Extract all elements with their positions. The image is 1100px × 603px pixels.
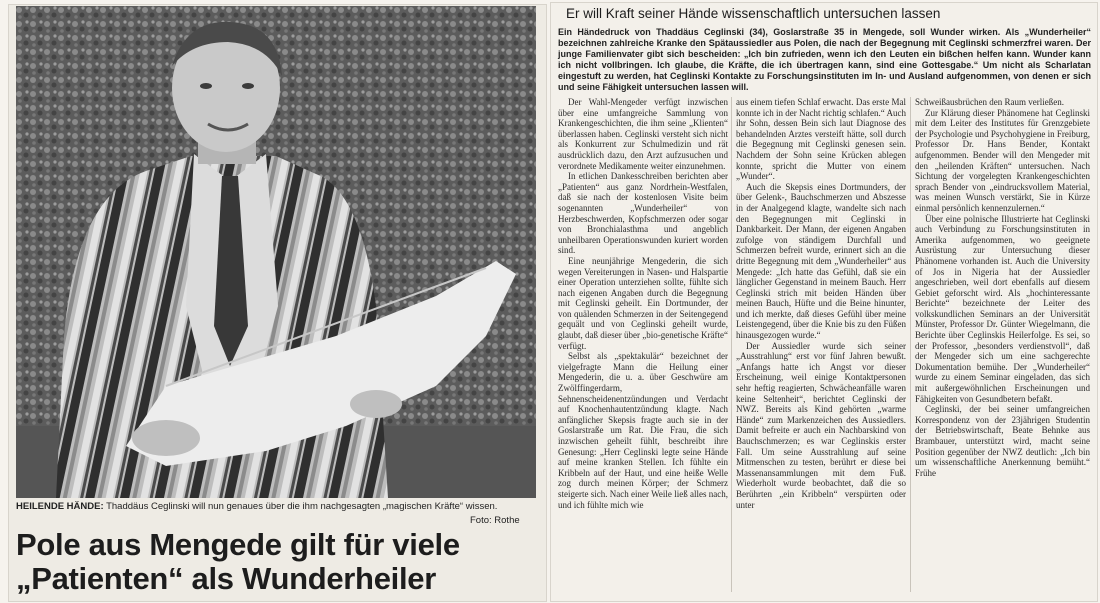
paragraph: Der Wahl-Mengeder verfügt inzwischen über eine umfangreiche Sammlung von Krankengeschichten, die ihm seine „Klienten“ überlassen haben. Ceglinski versteht sich nicht als Konkurrent zur Schulmedizin und rät ausdrücklich dazu, den Arzt aufzusuchen und verordnete Medikamente weiter einzunehmen. bbox=[558, 97, 728, 171]
man-holding-paper-image bbox=[16, 6, 536, 498]
article-subheadline: Er will Kraft seiner Hände wissenschaftlich untersuchen lassen bbox=[566, 6, 941, 21]
headline-line-2: „Patienten“ als Wunderheiler bbox=[16, 561, 436, 596]
paragraph: Der Aussiedler wurde sich seiner „Ausstrahlung“ erst vor fünf Jahren bewußt. „Anfangs hatte ich Angst vor dieser Erscheinung, weil einige Kontaktpersonen sehr heftig reagierten, Schwächeanfälle waren keine Seltenheit“, berichtet Ceglinski der NWZ. Bereits als Kind gehörten „warme Hände“ zum Markenzeichen des Aussiedlers. Damit befreite er auch ein Nachbarskind von Bauchschmerzen; es war Ceglinskis erster Fall. Um seine Ausstrahlung auf seine Mitmenschen zu testen, berührt er diese bei Massenansammlungen mit dem Fuß. Wiederholt wurde beobachtet, daß die so Berührten „ein Kribbeln“ verspürten oder unter bbox=[736, 340, 906, 510]
photo-credit: Foto: Rothe bbox=[470, 515, 520, 526]
article-lead: Ein Händedruck von Thaddäus Ceglinski (34), Goslarstraße 35 in Mengede, soll Wunder wirken. Als „Wunderheiler“ bezeichnen zahlreiche Kranke den Spätaussiedler aus Polen, die nach der Begegnung mit Ceglinski schmerzfrei waren. Der junge Familienvater gibt sich bescheiden: „Ich bin zufrieden, wenn ich den Leuten ein bißchen helfen kann. Wunder kann ich nicht vollbringen. Ich glaube, die Kräfte, die ich übertragen kann, sind eine Gottesgabe.“ Um nicht als Scharlatan eingestuft zu werden, hat Ceglinski Kontakte zu Forschungsinstituten im In- und Ausland aufgenommen, von denen er sich und seine Fähigkeit untersuchen lassen will. bbox=[558, 27, 1091, 92]
article-column-3 bbox=[915, 97, 1090, 595]
paragraph: Selbst als „spektakulär“ bezeichnet der vielgefragte Mann die Heilung einer Mengederin, die u. a. über Geschwüre am Zwölffingerdarm, Sehnenscheidenentzündungen und Verdacht auf Knochenhautentzündung klagte. Nach anfänglicher Skepsis fragte auch sie in der Goslarstraße um Rat. Die Frau, die sich inzwischen geheilt fühlt, beschreibt ihre Genesung: „Herr Ceglinski legte seine Hände auf meine kranken Stellen. Ich fühlte ein Kribbeln auf der Haut, und eine heiße Welle zog durch meinen Körper; der Schmerz steigerte sich. Nach einer Weile ließ alles nach, und ich fühlte mich wie bbox=[558, 351, 728, 510]
paragraph: Zur Klärung dieser Phänomene hat Ceglinski mit dem Leiter des Institutes für Grenzgebiete der Psychologie und Psychohygiene in Freiburg, Professor Dr. Hans Bender, Kontakt aufgenommen. Bender will den Mengeder mit den „heilenden Kräften“ untersuchen. Nach Sichtung der vorgelegten Krankengeschichten sprach Bender von „eindrucksvollem Material, was meinen Wunsch verstärkt, Sie in Kürze einmal persönlich kennenzulernen.“ bbox=[915, 107, 1090, 213]
caption-label: HEILENDE HÄNDE: bbox=[16, 501, 104, 512]
column-divider bbox=[731, 97, 732, 592]
portrait-photo bbox=[16, 6, 536, 498]
paragraph: Auch die Skepsis eines Dortmunders, der über Gelenk-, Bauchschmerzen und Abszesse in der Analgegend klagte, wandelte sich nach den Begegnungen mit Ceglinski in Dankbarkeit. Der Mann, der eigenen Angaben zufolge von ständigem Durchfall und Schmerzen befreit wurde, erinnert sich an die dritte Begegnung mit dem „Wunderheiler“ aus Mengede: „Ich hatte das Gefühl, daß sie ein länglicher Gegenstand in meinem Bauch. Herr Ceglinski strich mit beiden Händen über meinen Bauch, Hüfte und die Beine hinunter, und ich merkte, daß dieses Gefühl über meine Leistengegend, über die Knie bis zu den Füßen hinausgezogen wurde.“ bbox=[736, 181, 906, 341]
column-divider bbox=[910, 97, 911, 592]
paragraph: Ceglinski, der bei seiner umfangreichen Korrespondenz von der 23jährigen Studentin der Betriebswirtschaft, Beate Behnke aus Brambauer, unterstützt wird, macht seine Position gegenüber der NWZ deutlich: „Ich bin um wissenschaftliche Anerkennung bemüht.“ Frühe bbox=[915, 404, 1090, 478]
article-column-1 bbox=[558, 97, 728, 595]
article-column-2 bbox=[736, 97, 906, 595]
paragraph: aus einem tiefen Schlaf erwacht. Das erste Mal konnte ich in der Nacht richtig schlafen.“ Auch ihr Sohn, dessen Bein sich laut Diagnose des behandelnden Arztes versteift hätte, soll durch die Begegnung mit Ceglinski genesen sein. Nachdem der Sohn seine Krücken ablegen konnte, spricht die Mutter von einem „Wunder“. bbox=[736, 97, 906, 182]
headline bbox=[16, 528, 536, 596]
photo-caption bbox=[16, 501, 536, 513]
paragraph: In etlichen Dankesschreiben berichten aber „Patienten“ aus ganz Nordrhein-Westfalen, daß sie nach der kostenlosen Visite beim sogenannten „Wunderheiler“ von Herzbeschwerden, Kopfschmerzen oder sogar von Bronchialasthma und angeblich unheilbaren Operationswunden kuriert worden sind. bbox=[558, 171, 728, 256]
headline-line-1: Pole aus Mengede gilt für viele bbox=[16, 527, 460, 562]
caption-text: Thaddäus Ceglinski will nun genaues über die ihm nachgesagten „magischen Kräfte“ wissen. bbox=[106, 501, 498, 512]
paragraph: Schweißausbrüchen den Raum verließen. bbox=[915, 97, 1064, 107]
paragraph: Über eine polnische Illustrierte hat Ceglinski auch Verbindung zu Forschungsinstituten in Amerika aufgenommen, wo geeignete Ausrüstung zur Untersuchung dieser Phänomene vorhanden ist. Auch die University of Jos in Nigeria hat der Aussiedler angeschrieben, weil dort ebenfalls auf diesem Gebiet geforscht wird. Als „hochinteressante Berichte“ bezeichnete der Leiter des volkskundlichen Seminars an der Universität Münster, Professor Dr. Günter Wiegelmann, die Berichte über Ceglinskis Heilerfolge. Es sei, so der Professor, „besonders verdienstvoll“, daß der Mengeder sich um eine sachgerechte Dokumentation bemühe. Der „Wunderheiler“ wurde zu einem Seminar eingeladen, das sich mit außergewöhnlichen Erscheinungen und Fähigkeiten von Gesundbetern befaßt. bbox=[915, 213, 1090, 404]
paragraph: Eine neunjährige Mengederin, die sich wegen Vereiterungen in Nasen- und Halspartie einer Operation unterziehen sollte, fühlte sich nach eigenen Angaben durch die Begegnung mit Ceglinski geheilt. Ein Dortmunder, der von quälenden Schmerzen in der Seitengegend gequält und von Ceglinski geheilt wurde, glaubt, daß dieser über „bio-genetische Kräfte“ verfügt. bbox=[558, 255, 728, 351]
